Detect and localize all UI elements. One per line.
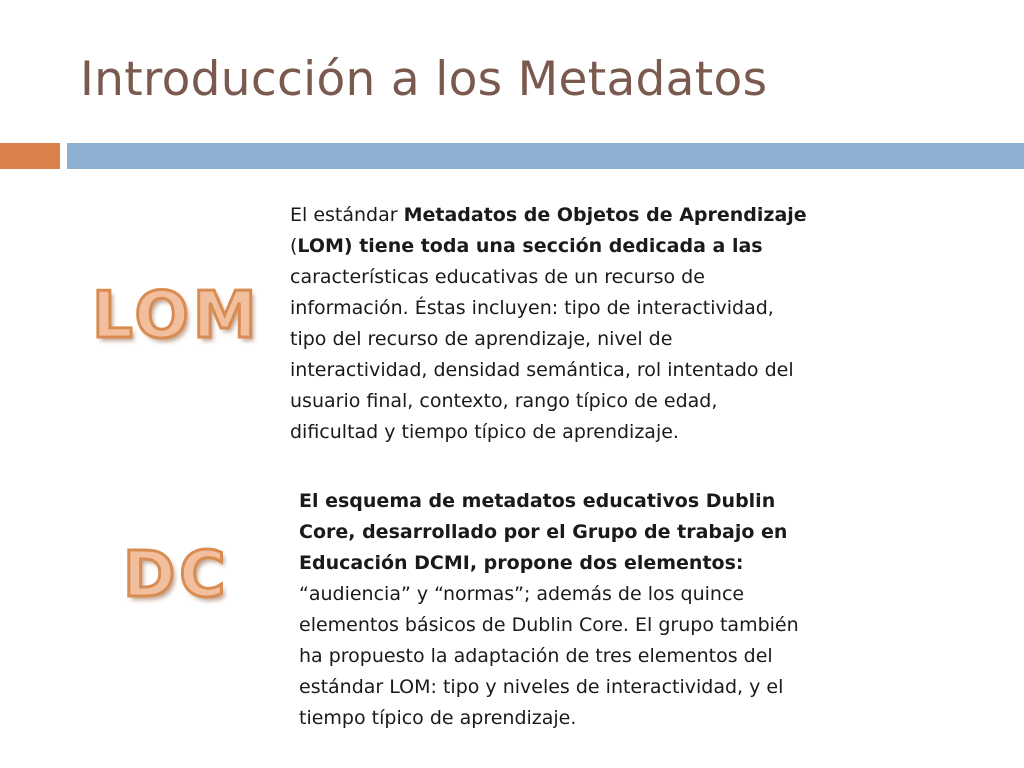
paragraph-line [290,386,850,417]
text-segment: información. Éstas incluyen: tipo de interactividad, [290,297,774,319]
lom-paragraph [290,200,850,448]
bold-text: Metadatos de Objetos de Aprendizaje [403,204,807,226]
text-segment: tiempo típico de aprendizaje. [299,707,577,729]
bold-text: Core, desarrollado por el Grupo de trabajo en [299,521,788,543]
text-segment: El estándar [290,204,404,226]
text-segment: “audiencia” y “normas”; además de los quince [299,583,745,605]
text-segment: interactividad, densidad semántica, rol intentado del [290,359,794,381]
text-segment: características educativas de un recurso de [290,266,705,288]
paragraph-line [299,703,859,734]
text-segment: ( [290,235,298,257]
text-segment: elementos básicos de Dublin Core. El grupo también [299,614,799,636]
paragraph-line [290,417,850,448]
paragraph-line [290,293,850,324]
text-segment: tipo del recurso de aprendizaje, nivel de [290,328,673,350]
text-segment: ha propuesto la adaptación de tres elementos del [299,645,773,667]
paragraph-line [299,672,859,703]
paragraph-line [290,324,850,355]
paragraph-line [299,641,859,672]
bold-text: LOM) tiene toda una sección dedicada a las [297,235,763,257]
text-segment: estándar LOM: tipo y niveles de interactividad, y el [299,676,784,698]
paragraph-line [299,579,859,610]
paragraph-line [290,200,850,231]
paragraph-line [299,517,859,548]
accent-bar-orange [0,143,60,169]
paragraph-line [290,262,850,293]
paragraph-line [290,355,850,386]
dc-logo: DC [123,538,230,611]
text-segment: dificultad y tiempo típico de aprendizaje. [290,421,679,443]
lom-logo: LOM [92,279,261,353]
slide-title: Introducción a los Metadatos [80,52,768,107]
bold-text: Educación DCMI, propone dos elementos: [299,552,744,574]
bold-text: El esquema de metadatos educativos Dublin [299,490,776,512]
accent-bar-blue [67,143,1024,169]
paragraph-line [299,548,859,579]
dc-paragraph [299,486,859,734]
paragraph-line [299,486,859,517]
text-segment: usuario final, contexto, rango típico de edad, [290,390,718,412]
paragraph-line [299,610,859,641]
paragraph-line [290,231,850,262]
